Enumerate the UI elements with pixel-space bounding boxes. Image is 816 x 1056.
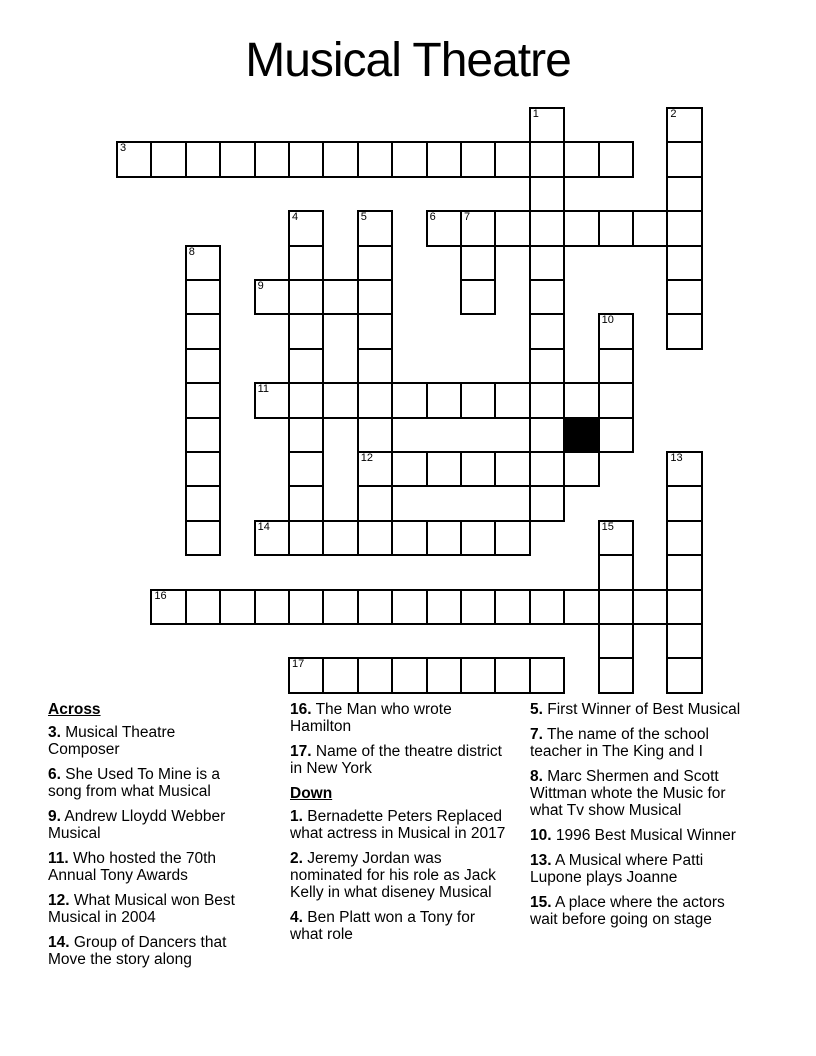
- clue-text: The Man who wrote Hamilton: [290, 701, 452, 735]
- grid-cell[interactable]: [529, 313, 565, 349]
- grid-cell[interactable]: [288, 210, 324, 246]
- grid-cell[interactable]: [322, 141, 358, 177]
- grid-cell[interactable]: [322, 657, 358, 693]
- grid-cell[interactable]: [116, 141, 152, 177]
- cell-number: 2: [670, 108, 677, 120]
- grid-cell[interactable]: [598, 589, 634, 625]
- clues-column-3: [530, 701, 744, 936]
- clue-number: 7.: [530, 726, 543, 743]
- grid-cell[interactable]: [288, 657, 324, 693]
- grid-cell[interactable]: [391, 382, 427, 418]
- grid-cell[interactable]: [460, 210, 496, 246]
- grid-cell[interactable]: [426, 141, 462, 177]
- grid-cell[interactable]: [529, 176, 565, 212]
- grid-cell[interactable]: [150, 141, 186, 177]
- grid-cell[interactable]: [185, 245, 221, 281]
- clue-down-8: [530, 768, 744, 819]
- grid-cell[interactable]: [254, 382, 290, 418]
- grid-cell[interactable]: [494, 451, 530, 487]
- grid-cell[interactable]: [185, 313, 221, 349]
- grid-cell[interactable]: [494, 210, 530, 246]
- grid-cell[interactable]: [666, 451, 702, 487]
- grid-cell[interactable]: [185, 451, 221, 487]
- grid-cell[interactable]: [460, 520, 496, 556]
- grid-cell[interactable]: [494, 657, 530, 693]
- clue-number: 13.: [530, 852, 552, 869]
- grid-cell[interactable]: [322, 520, 358, 556]
- clue-across-14: [48, 934, 244, 968]
- grid-cell[interactable]: [357, 417, 393, 453]
- clue-down-13: [530, 852, 744, 886]
- grid-cell[interactable]: [254, 141, 290, 177]
- grid-cell[interactable]: [185, 382, 221, 418]
- grid-cell[interactable]: [426, 382, 462, 418]
- clue-across-17: [290, 743, 508, 777]
- grid-cell[interactable]: [426, 210, 462, 246]
- grid-cell[interactable]: [666, 141, 702, 177]
- grid-cell[interactable]: [288, 348, 324, 384]
- clue-number: 1.: [290, 808, 303, 825]
- grid-cell[interactable]: [288, 382, 324, 418]
- clue-number: 17.: [290, 743, 312, 760]
- grid-cell[interactable]: [598, 348, 634, 384]
- clue-number: 15.: [530, 894, 552, 911]
- grid-cell[interactable]: [185, 417, 221, 453]
- clue-down-5: [530, 701, 744, 718]
- cell-number: 1: [532, 108, 539, 120]
- grid-cell[interactable]: [494, 141, 530, 177]
- grid-cell[interactable]: [426, 520, 462, 556]
- cell-number: 11: [257, 383, 270, 396]
- grid-cell[interactable]: [529, 279, 565, 315]
- clue-down-2: [290, 850, 508, 901]
- grid-cell[interactable]: [288, 141, 324, 177]
- clue-number: 11.: [48, 850, 69, 867]
- clue-number: 3.: [48, 724, 61, 741]
- grid-cell[interactable]: [460, 141, 496, 177]
- clue-number: 16.: [290, 701, 312, 718]
- grid-cell[interactable]: [219, 141, 255, 177]
- grid-cell[interactable]: [666, 589, 702, 625]
- across-heading: Across: [48, 701, 101, 718]
- clue-text: First Winner of Best Musical: [547, 701, 741, 718]
- clue-number: 14.: [48, 934, 70, 951]
- grid-cell[interactable]: [357, 279, 393, 315]
- grid-cell[interactable]: [357, 589, 393, 625]
- clue-down-15: [530, 894, 744, 928]
- cell-number: 9: [257, 280, 264, 292]
- grid-cell[interactable]: [185, 141, 221, 177]
- grid-cell[interactable]: [529, 210, 565, 246]
- cell-number: 17: [292, 658, 305, 671]
- grid-cell[interactable]: [666, 554, 702, 590]
- grid-cell[interactable]: [529, 348, 565, 384]
- grid-cell[interactable]: [254, 520, 290, 556]
- grid-cell[interactable]: [391, 520, 427, 556]
- clue-number: 12.: [48, 892, 70, 909]
- clue-number: 2.: [290, 850, 303, 867]
- cell-number: 15: [601, 520, 614, 533]
- grid-cell[interactable]: [494, 520, 530, 556]
- grid-cell[interactable]: [598, 417, 634, 453]
- cell-number: 6: [429, 211, 436, 224]
- grid-cell[interactable]: [460, 657, 496, 693]
- grid-cell[interactable]: [598, 141, 634, 177]
- page-title: Musical Theatre: [245, 34, 571, 87]
- clue-text: Bernadette Peters Replaced what actress in Musical in 2017: [290, 808, 506, 842]
- grid-cell[interactable]: [460, 451, 496, 487]
- clue-down-4: [290, 909, 508, 943]
- clue-text: Marc Shermen and Scott Wittman whote the Music for what Tv show Musical: [530, 768, 726, 819]
- grid-cell[interactable]: [460, 279, 496, 315]
- clue-text: Ben Platt won a Tony for what role: [290, 909, 475, 943]
- clue-text: A Musical where Patti Lupone plays Joanne: [530, 852, 704, 886]
- grid-cell[interactable]: [529, 245, 565, 281]
- grid-cell[interactable]: [563, 210, 599, 246]
- grid-cell[interactable]: [288, 417, 324, 453]
- clue-across-6: [48, 766, 244, 800]
- grid-cell[interactable]: [185, 348, 221, 384]
- grid-cell[interactable]: [529, 451, 565, 487]
- grid-cell[interactable]: [666, 279, 702, 315]
- grid-cell[interactable]: [357, 313, 393, 349]
- grid-cell[interactable]: [460, 589, 496, 625]
- cell-number: 10: [601, 314, 614, 327]
- clue-text: Who hosted the 70th Annual Tony Awards: [48, 850, 217, 884]
- grid-cell[interactable]: [254, 279, 290, 315]
- grid-cell[interactable]: [666, 485, 702, 521]
- grid-cell[interactable]: [529, 485, 565, 521]
- grid-cell[interactable]: [529, 107, 565, 143]
- cell-number: 3: [120, 142, 127, 155]
- grid-cell[interactable]: [185, 279, 221, 315]
- grid-cell[interactable]: [529, 657, 565, 693]
- grid-cell[interactable]: [598, 657, 634, 693]
- grid-cell[interactable]: [563, 141, 599, 177]
- clue-across-9: [48, 808, 244, 842]
- grid-cell[interactable]: [288, 313, 324, 349]
- clue-across-16: [290, 701, 508, 735]
- grid-cell[interactable]: [357, 520, 393, 556]
- grid-cell[interactable]: [666, 520, 702, 556]
- clue-text: A place where the actors wait before going on stage: [530, 894, 725, 928]
- grid-cell[interactable]: [150, 589, 186, 625]
- grid-cell[interactable]: [322, 589, 358, 625]
- clue-text: 1996 Best Musical Winner: [555, 827, 736, 844]
- grid-cell[interactable]: [598, 520, 634, 556]
- clue-text: The name of the school teacher in The King and I: [530, 726, 709, 760]
- clue-down-1: [290, 808, 508, 842]
- grid-cell[interactable]: [494, 589, 530, 625]
- grid-cell[interactable]: [666, 107, 702, 143]
- cell-number: 8: [188, 245, 195, 258]
- grid-cell[interactable]: [632, 210, 668, 246]
- grid-cell[interactable]: [357, 210, 393, 246]
- grid-cell[interactable]: [563, 589, 599, 625]
- grid-cell[interactable]: [598, 210, 634, 246]
- grid-cell[interactable]: [563, 451, 599, 487]
- grid-cell[interactable]: [598, 313, 634, 349]
- clue-text: Andrew Lloydd Webber Musical: [48, 808, 226, 842]
- grid-cell[interactable]: [322, 279, 358, 315]
- cell-number: 7: [464, 211, 471, 224]
- grid-cell[interactable]: [357, 451, 393, 487]
- grid-cell[interactable]: [666, 210, 702, 246]
- grid-cell[interactable]: [357, 348, 393, 384]
- cell-number: 12: [360, 452, 374, 464]
- crossword-grid: [117, 108, 704, 695]
- clue-number: 4.: [290, 909, 303, 926]
- clue-text: Jeremy Jordan was nominated for his role as Jack Kelly in what diseney Musical: [290, 850, 496, 901]
- grid-cell[interactable]: [288, 485, 324, 521]
- clue-number: 9.: [48, 808, 61, 825]
- grid-cell[interactable]: [185, 485, 221, 521]
- grid-cell[interactable]: [185, 589, 221, 625]
- cell-number: 14: [257, 520, 270, 533]
- grid-cell[interactable]: [598, 382, 634, 418]
- cell-number: 13: [670, 452, 683, 464]
- grid-cell[interactable]: [357, 245, 393, 281]
- clue-number: 8.: [530, 768, 543, 785]
- grid-cell[interactable]: [391, 141, 427, 177]
- grid-cell[interactable]: [357, 657, 393, 693]
- clue-text: Name of the theatre district in New York: [290, 743, 502, 777]
- grid-cell[interactable]: [391, 657, 427, 693]
- grid-cell[interactable]: [288, 279, 324, 315]
- grid-cell[interactable]: [254, 589, 290, 625]
- clues-column-1: [48, 701, 244, 976]
- down-heading: Down: [290, 785, 333, 802]
- grid-cell[interactable]: [598, 623, 634, 659]
- grid-cell[interactable]: [666, 623, 702, 659]
- clue-across-12: [48, 892, 244, 926]
- clue-text: Musical Theatre Composer: [48, 724, 176, 758]
- grid-cell[interactable]: [529, 382, 565, 418]
- grid-cell[interactable]: [219, 589, 255, 625]
- grid-cell[interactable]: [460, 245, 496, 281]
- cell-number: 5: [360, 211, 367, 224]
- black-cell: [563, 417, 599, 453]
- grid-cell[interactable]: [391, 451, 427, 487]
- grid-cell[interactable]: [529, 417, 565, 453]
- clue-across-3: [48, 724, 244, 758]
- grid-cell[interactable]: [426, 657, 462, 693]
- grid-cell[interactable]: [357, 141, 393, 177]
- grid-cell[interactable]: [322, 382, 358, 418]
- clue-number: 6.: [48, 766, 61, 783]
- grid-cell[interactable]: [185, 520, 221, 556]
- grid-cell[interactable]: [357, 485, 393, 521]
- grid-cell[interactable]: [494, 382, 530, 418]
- grid-cell[interactable]: [288, 451, 324, 487]
- clue-text: Group of Dancers that Move the story along: [48, 934, 227, 968]
- clue-text: What Musical won Best Musical in 2004: [48, 892, 235, 926]
- cell-number: 4: [292, 211, 299, 224]
- grid-cell[interactable]: [666, 313, 702, 349]
- clue-across-11: [48, 850, 244, 884]
- grid-cell[interactable]: [666, 176, 702, 212]
- grid-cell[interactable]: [288, 245, 324, 281]
- grid-cell[interactable]: [357, 382, 393, 418]
- grid-cell[interactable]: [460, 382, 496, 418]
- grid-cell[interactable]: [529, 141, 565, 177]
- cell-number: 16: [154, 589, 167, 602]
- grid-cell[interactable]: [391, 589, 427, 625]
- grid-cell[interactable]: [288, 520, 324, 556]
- grid-cell[interactable]: [426, 589, 462, 625]
- grid-cell[interactable]: [529, 589, 565, 625]
- grid-cell[interactable]: [666, 657, 702, 693]
- grid-cell[interactable]: [288, 589, 324, 625]
- grid-cell[interactable]: [598, 554, 634, 590]
- grid-cell[interactable]: [563, 382, 599, 418]
- clue-down-10: [530, 827, 744, 844]
- grid-cell[interactable]: [666, 245, 702, 281]
- clue-number: 10.: [530, 827, 552, 844]
- grid-cell[interactable]: [426, 451, 462, 487]
- clue-text: She Used To Mine is a song from what Musical: [48, 766, 221, 800]
- clues-column-2: [290, 701, 508, 951]
- grid-cell[interactable]: [632, 589, 668, 625]
- clue-number: 5.: [530, 701, 543, 718]
- clue-down-7: [530, 726, 744, 760]
